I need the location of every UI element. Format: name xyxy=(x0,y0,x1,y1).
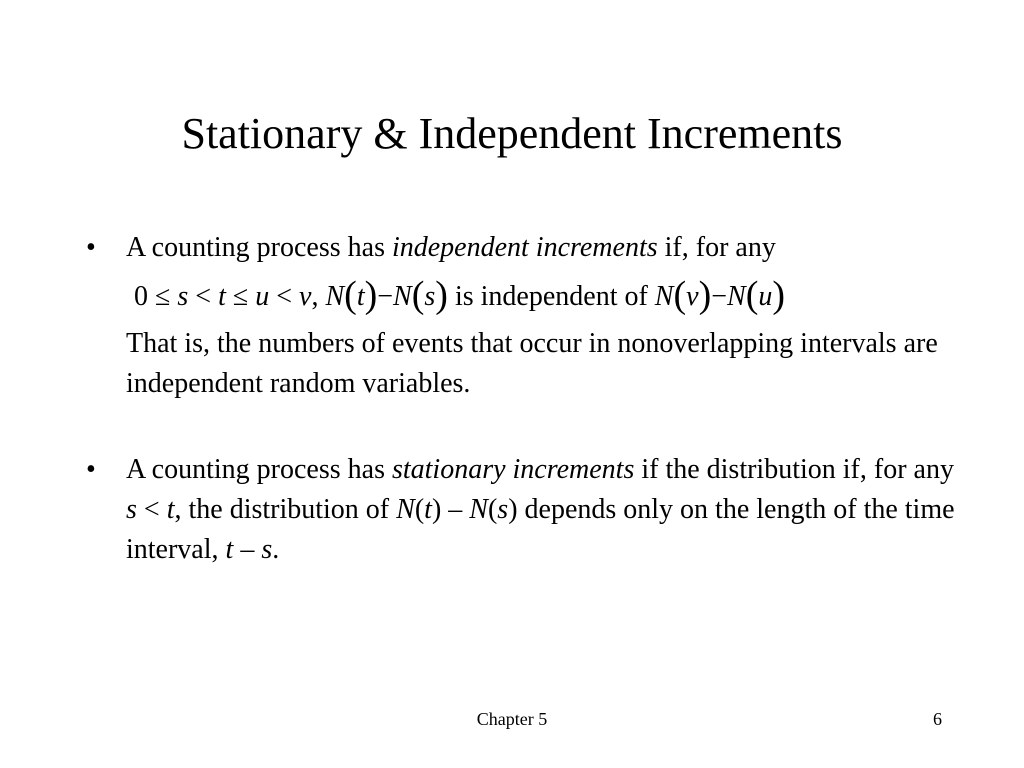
math-comma: , xyxy=(311,281,319,312)
math-s-arg: s xyxy=(424,281,436,312)
bullet1-text-3: That is, the numbers of events that occur in nonoverlapping intervals are independent random variables. xyxy=(126,328,938,399)
bullet1-text-2: if, for any xyxy=(657,232,776,263)
bullet2-n-1: N xyxy=(396,494,415,525)
math-lparen-2: ( xyxy=(411,274,425,316)
bullet2-s-end: s xyxy=(261,534,273,565)
math-n-3: N xyxy=(654,281,674,312)
bullet2-text-4: depends only on the length of the time interval, xyxy=(126,494,955,565)
math-v: v xyxy=(299,281,312,312)
bullet2-period: . xyxy=(272,534,280,565)
bullet-marker: • xyxy=(86,232,96,263)
bullet2-s: s xyxy=(126,494,137,525)
math-lparen-1: ( xyxy=(344,274,357,316)
footer-page-number: 6 xyxy=(933,709,942,729)
bullet2-s-arg: s xyxy=(497,494,509,525)
math-lparen-3: ( xyxy=(673,274,687,316)
bullet2-lparen-1: ( xyxy=(414,494,425,525)
bullet2-minus: – xyxy=(441,494,470,525)
bullet2-t-end: t xyxy=(225,534,234,565)
math-zero: 0 xyxy=(134,281,148,312)
math-le-2: ≤ xyxy=(232,281,249,312)
bullet-marker: • xyxy=(86,454,96,485)
math-t-arg: t xyxy=(356,281,365,312)
math-rparen-3: ) xyxy=(698,274,712,316)
bullet-list xyxy=(86,228,966,570)
bullet2-text-1: A counting process has xyxy=(126,454,392,485)
math-lt-2: < xyxy=(276,281,293,312)
math-v-arg: v xyxy=(686,281,699,312)
math-mid-text: is independent of xyxy=(454,281,655,312)
math-rparen-1: ) xyxy=(364,274,378,316)
bullet2-text-2: if the distribution if, for any xyxy=(634,454,954,485)
slide-title: Stationary & Independent Increments xyxy=(181,109,843,158)
bullet-independent-increments xyxy=(86,228,966,404)
bullet2-lparen-2: ( xyxy=(487,494,498,525)
math-minus-1: − xyxy=(377,281,394,312)
math-lt-1: < xyxy=(195,281,212,312)
math-n-2: N xyxy=(393,281,412,312)
bullet1-emphasis: independent increments xyxy=(391,232,658,263)
math-n-4: N xyxy=(727,281,746,312)
math-rparen-2: ) xyxy=(435,274,448,316)
bullet1-math-expression xyxy=(126,272,966,320)
bullet2-lt: < xyxy=(136,494,167,525)
math-rparen-4: ) xyxy=(772,274,786,316)
bullet2-emphasis: stationary increments xyxy=(391,454,635,485)
bullet2-rparen-1: ) xyxy=(431,494,442,525)
bullet2-text-3: , the distribution of xyxy=(174,494,397,525)
math-u: u xyxy=(255,281,270,312)
math-n-1: N xyxy=(325,281,345,312)
bullet2-t: t xyxy=(166,494,175,525)
bullet2-minus-end: – xyxy=(233,534,262,565)
bullet2-t-arg: t xyxy=(424,494,432,525)
math-le-1: ≤ xyxy=(155,281,171,312)
footer-chapter-label: Chapter 5 xyxy=(476,709,548,729)
bullet1-text-1: A counting process has xyxy=(126,232,392,263)
bullet2-n-2: N xyxy=(469,494,488,525)
bullet2-rparen-2: ) xyxy=(508,494,518,525)
math-minus-2: − xyxy=(711,281,728,312)
math-lparen-4: ( xyxy=(745,274,759,316)
math-s: s xyxy=(177,281,189,312)
math-u-arg: u xyxy=(758,281,773,312)
bullet-stationary-increments xyxy=(86,450,966,570)
math-t: t xyxy=(218,281,226,312)
